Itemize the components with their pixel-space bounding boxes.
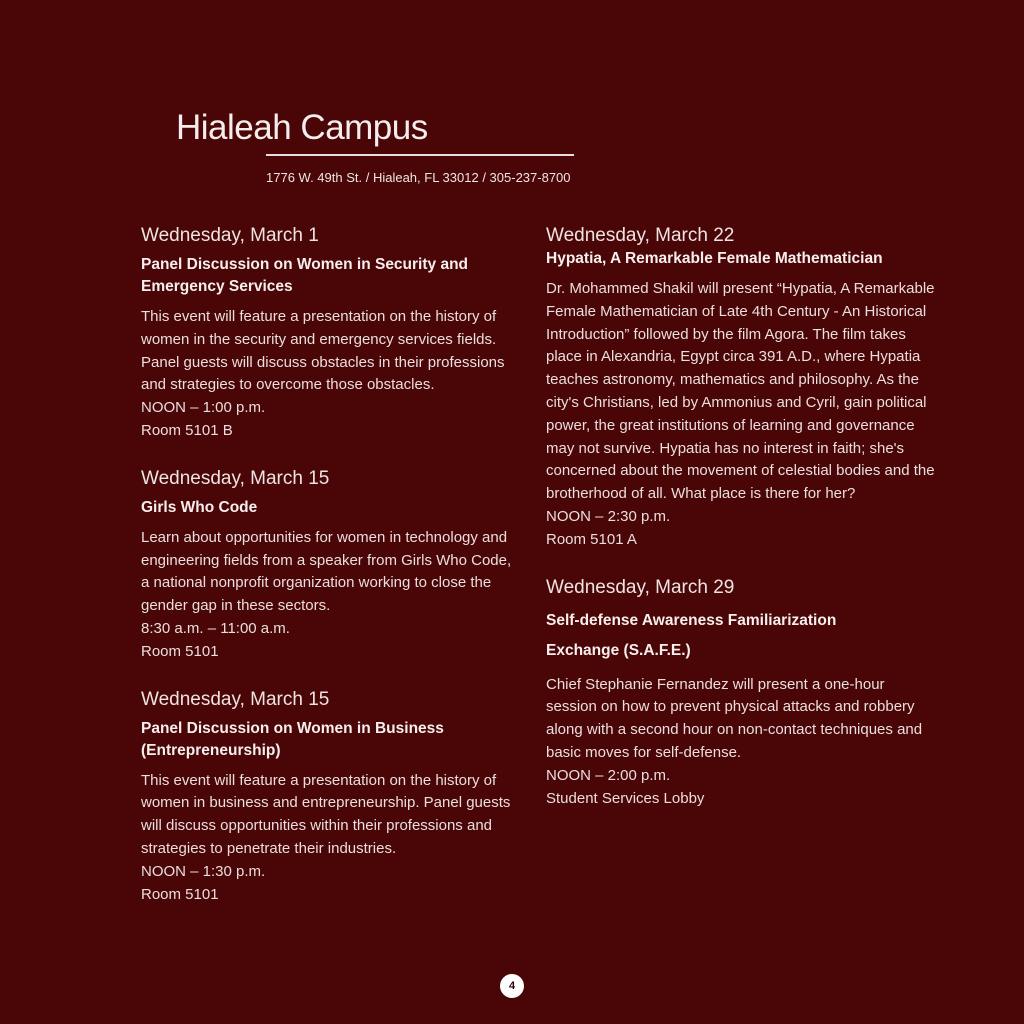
event-block xyxy=(141,467,521,664)
event-block xyxy=(141,688,521,907)
event-description: Learn about opportunities for women in technology and engineering fields from a speaker from Girls Who Code, a national nonprofit organization working to close the gender gap in these sectors. xyxy=(141,528,512,615)
event-title: Panel Discussion on Women in Security and Emergency Services xyxy=(141,256,469,295)
event-time: NOON – 2:00 p.m. xyxy=(546,766,671,784)
event-title: Hypatia, A Remarkable Female Mathematician xyxy=(546,250,883,267)
event-time: NOON – 2:30 p.m. xyxy=(546,507,671,525)
event-date: Wednesday, March 15 xyxy=(141,688,330,710)
event-description: This event will feature a presentation on the history of women in business and entrepreneurship. Panel guests will discuss opportunities within their professions and strategies to penetrate their industries. xyxy=(141,771,511,857)
campus-address: 1776 W. 49th St. / Hialeah, FL 33012 / 305-237-8700 xyxy=(266,170,571,185)
event-date: Wednesday, March 1 xyxy=(141,225,319,246)
event-room: Room 5101 A xyxy=(546,530,637,548)
event-description: Dr. Mohammed Shakil will present “Hypatia, A Remarkable Female Mathematician of Late 4th Century - An Historical Introduction” followed by the film Agora. The film takes place in Alexandria, Egypt circa 391 A.D., where Hypatia teaches astronomy, mathematics and philosophy. As the city's Christians, led by Ammonius and Cyril, gain political power, the great institutions of learning and governance may not survive. Hypatia has no interest in faith; she's concerned about the movement of celestial bodies and the brotherhood of all. What place is there for her? xyxy=(546,280,935,503)
left-column xyxy=(141,224,521,906)
event-room: Room 5101 B xyxy=(141,421,233,439)
event-date: Wednesday, March 22 xyxy=(546,225,735,246)
event-time: NOON – 1:30 p.m. xyxy=(141,862,266,880)
event-block xyxy=(546,224,936,552)
title-divider xyxy=(266,154,574,156)
event-room: Room 5101 xyxy=(141,885,219,903)
event-block xyxy=(546,576,936,811)
event-title: Panel Discussion on Women in Business (Entrepreneurship) xyxy=(141,719,444,759)
event-block xyxy=(141,224,521,443)
event-room: Student Services Lobby xyxy=(546,789,705,807)
page-number-badge: 4 xyxy=(500,974,524,998)
event-description: This event will feature a presentation on the history of women in the security and emergency services fields. Panel guests will discuss obstacles in their professions and strategies to overcome those obstacles. xyxy=(141,308,505,394)
right-column xyxy=(546,224,936,810)
event-time: 8:30 a.m. – 11:00 a.m. xyxy=(141,619,290,637)
event-date: Wednesday, March 29 xyxy=(546,576,735,598)
event-room: Room 5101 xyxy=(141,642,219,660)
event-description: Chief Stephanie Fernandez will present a one-hour session on how to prevent physical attacks and robbery along with a second hour on non-contact techniques and basic moves for self-defense. xyxy=(546,675,923,761)
event-time: NOON – 1:00 p.m. xyxy=(141,399,266,417)
event-date: Wednesday, March 15 xyxy=(141,467,330,489)
event-title: Self-defense Awareness Familiarization Exchange (S.A.F.E.) xyxy=(546,611,837,659)
event-title: Girls Who Code xyxy=(141,498,258,516)
campus-title: Hialeah Campus xyxy=(176,108,428,147)
